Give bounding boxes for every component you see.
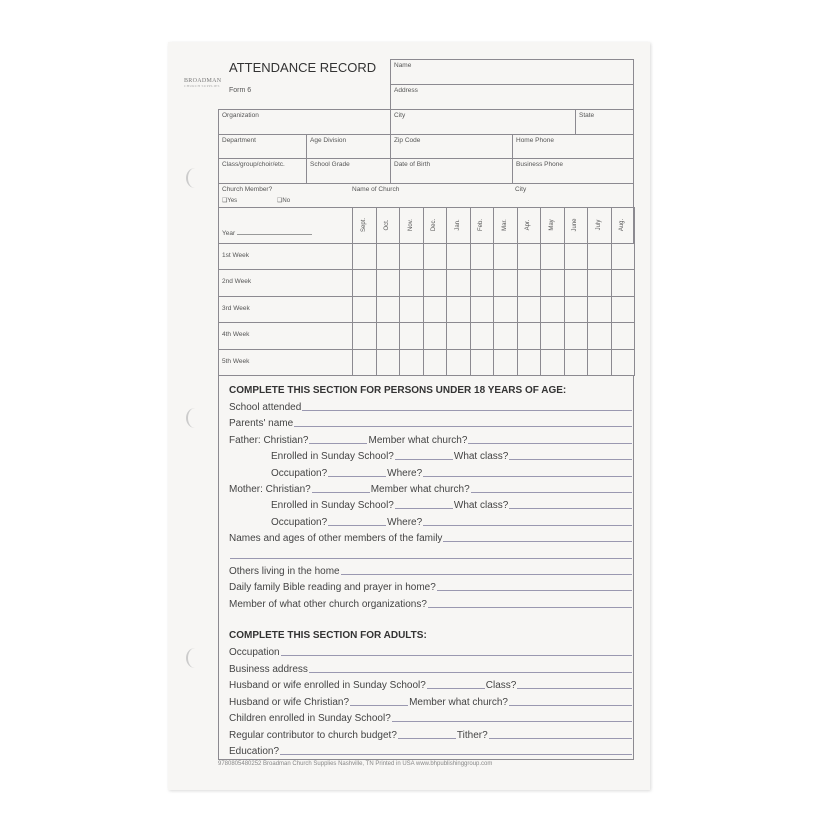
attendance-cell[interactable] <box>470 322 495 349</box>
name-field[interactable]: Name <box>390 59 634 85</box>
answer-blank[interactable] <box>395 459 453 460</box>
address-field[interactable]: Address <box>390 84 634 110</box>
attendance-cell[interactable] <box>564 349 589 376</box>
answer-blank[interactable] <box>517 688 632 689</box>
answer-blank[interactable] <box>471 492 632 493</box>
attendance-cell[interactable] <box>446 349 471 376</box>
punch-hole <box>186 408 204 428</box>
answer-blank[interactable] <box>509 508 632 509</box>
question-line <box>229 598 633 610</box>
question-line <box>229 401 633 413</box>
answer-blank[interactable] <box>423 525 632 526</box>
attendance-cell[interactable] <box>399 269 424 296</box>
question-label: Mother: Christian? <box>229 484 311 495</box>
question-label: Occupation <box>229 647 280 658</box>
question-label: Names and ages of other members of the family <box>229 533 443 545</box>
punch-hole <box>186 648 204 668</box>
week-label: 1st Week <box>222 252 249 259</box>
question-line <box>229 663 633 675</box>
age-division-field[interactable]: Age Division <box>306 134 391 159</box>
date-of-birth-field[interactable]: Date of Birth <box>390 158 513 184</box>
month-label: June <box>572 218 579 232</box>
attendance-cell[interactable] <box>470 349 495 376</box>
question-label: Where? <box>387 516 423 528</box>
answer-blank[interactable] <box>489 738 632 739</box>
question-line <box>229 565 633 577</box>
city-field[interactable]: City <box>390 109 576 135</box>
attendance-cell[interactable] <box>376 349 401 376</box>
question-label: Tither? <box>456 729 488 741</box>
state-field[interactable]: State <box>575 109 634 135</box>
question-label: Occupation? <box>271 467 328 479</box>
attendance-cell[interactable] <box>446 296 471 323</box>
question-label: Enrolled in Sunday School? <box>271 451 394 463</box>
answer-blank[interactable] <box>468 443 632 444</box>
attendance-cell[interactable] <box>517 269 542 296</box>
month-label: July <box>595 219 602 231</box>
name-of-church-label: Name of Church <box>352 186 400 193</box>
attendance-cell[interactable] <box>423 322 448 349</box>
attendance-cell[interactable] <box>587 296 612 323</box>
attendance-cell[interactable] <box>587 349 612 376</box>
attendance-cell[interactable] <box>352 269 377 296</box>
answer-blank[interactable] <box>509 705 632 706</box>
attendance-cell[interactable] <box>493 243 518 270</box>
question-line <box>229 516 633 528</box>
attendance-cell[interactable] <box>352 349 377 376</box>
question-label: Daily family Bible reading and prayer in home? <box>229 582 436 594</box>
question-line <box>229 581 633 593</box>
question-label: Member what church? <box>409 696 508 708</box>
attendance-cell[interactable] <box>470 243 495 270</box>
attendance-cell[interactable] <box>611 269 636 296</box>
attendance-cell[interactable] <box>493 349 518 376</box>
attendance-cell[interactable] <box>564 296 589 323</box>
organization-field[interactable]: Organization <box>218 109 391 135</box>
business-phone-field[interactable]: Business Phone <box>512 158 634 184</box>
church-member-row <box>218 183 634 208</box>
attendance-cell[interactable] <box>470 269 495 296</box>
church-member-label: Church Member? <box>222 186 273 193</box>
question-line <box>229 549 633 561</box>
attendance-cell[interactable] <box>352 322 377 349</box>
attendance-cell[interactable] <box>517 322 542 349</box>
attendance-cell[interactable] <box>517 296 542 323</box>
question-label: Education? <box>229 746 280 757</box>
question-label: Member what church? <box>368 434 468 446</box>
church-city-label: City <box>515 186 527 193</box>
no-checkbox[interactable]: ❑No <box>277 198 291 204</box>
question-line <box>229 434 633 446</box>
attendance-cell[interactable] <box>564 269 589 296</box>
attendance-cell[interactable] <box>446 269 471 296</box>
month-label: Feb. <box>478 219 485 232</box>
publisher-logo: BROADMAN CHURCH SUPPLIES <box>184 78 222 88</box>
answer-blank[interactable] <box>294 426 632 427</box>
question-label: School attended <box>229 402 302 413</box>
answer-blank[interactable] <box>392 721 632 722</box>
question-line <box>229 646 633 658</box>
week-label: 4th Week <box>222 331 250 339</box>
attendance-cell[interactable] <box>399 349 424 376</box>
attendance-cell[interactable] <box>423 296 448 323</box>
question-label: Regular contributor to church budget? <box>229 729 397 741</box>
question-label: Parents' name <box>229 418 294 430</box>
attendance-cell[interactable] <box>399 322 424 349</box>
question-line <box>229 450 633 462</box>
answer-blank[interactable] <box>423 476 632 477</box>
attendance-cell[interactable] <box>587 243 612 270</box>
footer-imprint: 9780805480252 Broadman Church Supplies Nashville, TN Printed in USA www.bhpublishinggroup.com <box>218 761 493 767</box>
answer-blank[interactable] <box>281 655 632 656</box>
question-line <box>229 483 633 495</box>
class-group-field[interactable]: Class/group/choir/etc. <box>218 158 307 184</box>
attendance-cell[interactable] <box>587 269 612 296</box>
answer-blank[interactable] <box>312 492 370 493</box>
month-label: May <box>548 219 555 231</box>
question-line <box>229 467 633 479</box>
answer-blank[interactable] <box>302 410 632 411</box>
question-label: Member of what other church organizations? <box>229 598 427 610</box>
attendance-cell[interactable] <box>540 349 565 376</box>
answer-blank[interactable] <box>398 738 456 739</box>
attendance-cell[interactable] <box>540 296 565 323</box>
school-grade-field[interactable]: School Grade <box>306 158 391 184</box>
attendance-cell[interactable] <box>611 349 636 376</box>
question-label: What class? <box>453 451 509 463</box>
attendance-cell[interactable] <box>493 322 518 349</box>
attendance-cell[interactable] <box>517 349 542 376</box>
answer-blank[interactable] <box>443 541 632 542</box>
question-label: Husband or wife Christian? <box>229 696 350 708</box>
punch-hole <box>186 168 204 188</box>
attendance-cell[interactable] <box>376 322 401 349</box>
question-line <box>229 712 633 724</box>
answer-blank[interactable] <box>437 590 632 591</box>
attendance-cell[interactable] <box>517 243 542 270</box>
form-title: ATTENDANCE RECORD <box>229 60 377 75</box>
attendance-cell[interactable] <box>446 322 471 349</box>
department-field[interactable]: Department <box>218 134 307 159</box>
question-line <box>229 417 633 429</box>
question-line <box>229 745 633 757</box>
section-heading: COMPLETE THIS SECTION FOR ADULTS: <box>229 630 427 641</box>
attendance-cell[interactable] <box>352 243 377 270</box>
attendance-cell[interactable] <box>493 296 518 323</box>
year-label: Year <box>222 230 312 237</box>
attendance-cell[interactable] <box>611 243 636 270</box>
month-label: Aug. <box>619 218 626 232</box>
attendance-cell[interactable] <box>564 243 589 270</box>
attendance-cell[interactable] <box>376 296 401 323</box>
question-label: Class? <box>485 680 517 691</box>
attendance-cell[interactable] <box>470 296 495 323</box>
question-line <box>229 499 633 511</box>
home-phone-field[interactable]: Home Phone <box>512 134 634 159</box>
question-label: Member what church? <box>370 484 470 495</box>
month-label: Jan. <box>454 219 461 231</box>
attendance-cell[interactable] <box>611 322 636 349</box>
attendance-cell[interactable] <box>493 269 518 296</box>
answer-blank[interactable] <box>328 525 386 526</box>
attendance-cell[interactable] <box>423 243 448 270</box>
question-label: Where? <box>387 467 423 479</box>
attendance-cell[interactable] <box>399 243 424 270</box>
zip-code-field[interactable]: Zip Code <box>390 134 513 159</box>
question-line <box>229 729 633 741</box>
question-label: Father: Christian? <box>229 434 309 446</box>
month-label: Sept. <box>360 218 367 233</box>
attendance-cell[interactable] <box>611 296 636 323</box>
attendance-cell[interactable] <box>540 243 565 270</box>
question-label: Children enrolled in Sunday School? <box>229 713 391 724</box>
attendance-cell[interactable] <box>587 322 612 349</box>
answer-blank[interactable] <box>309 443 367 444</box>
attendance-cell[interactable] <box>352 296 377 323</box>
question-label: Others living in the home <box>229 566 340 577</box>
attendance-cell[interactable] <box>423 269 448 296</box>
question-label: Husband or wife enrolled in Sunday School? <box>229 680 426 691</box>
attendance-cell[interactable] <box>564 322 589 349</box>
yes-checkbox[interactable]: ❑Yes <box>222 198 238 204</box>
month-label: Mar. <box>501 219 508 231</box>
answer-blank[interactable] <box>427 688 485 689</box>
question-line <box>229 696 633 708</box>
answer-blank[interactable] <box>328 476 386 477</box>
answer-blank[interactable] <box>509 459 632 460</box>
attendance-cell[interactable] <box>399 296 424 323</box>
answer-blank[interactable] <box>341 574 632 575</box>
month-label: Oct. <box>384 219 391 231</box>
question-line <box>229 532 633 544</box>
attendance-cell[interactable] <box>376 243 401 270</box>
question-label: Enrolled in Sunday School? <box>271 500 394 512</box>
week-label: 2nd Week <box>222 278 252 286</box>
answer-blank[interactable] <box>309 672 632 673</box>
month-label: Nov. <box>407 219 414 231</box>
week-label: 3rd Week <box>222 304 250 312</box>
answer-blank[interactable] <box>230 558 632 559</box>
attendance-cell[interactable] <box>376 269 401 296</box>
month-label: Dec. <box>431 218 438 232</box>
section-heading: COMPLETE THIS SECTION FOR PERSONS UNDER 18 YEARS OF AGE: <box>229 385 567 396</box>
attendance-cell[interactable] <box>446 243 471 270</box>
question-label: Occupation? <box>271 516 328 528</box>
question-line <box>229 679 633 691</box>
question-label: What class? <box>453 500 509 512</box>
answer-blank[interactable] <box>280 754 632 755</box>
attendance-cell[interactable] <box>540 269 565 296</box>
answer-blank[interactable] <box>428 607 632 608</box>
answer-blank[interactable] <box>395 508 453 509</box>
answer-blank[interactable] <box>350 705 408 706</box>
week-label: 5th Week <box>222 357 250 365</box>
form-number: Form 6 <box>229 87 252 94</box>
attendance-cell[interactable] <box>423 349 448 376</box>
attendance-cell[interactable] <box>540 322 565 349</box>
question-label: Business address <box>229 663 308 675</box>
month-label: Apr. <box>525 219 532 231</box>
